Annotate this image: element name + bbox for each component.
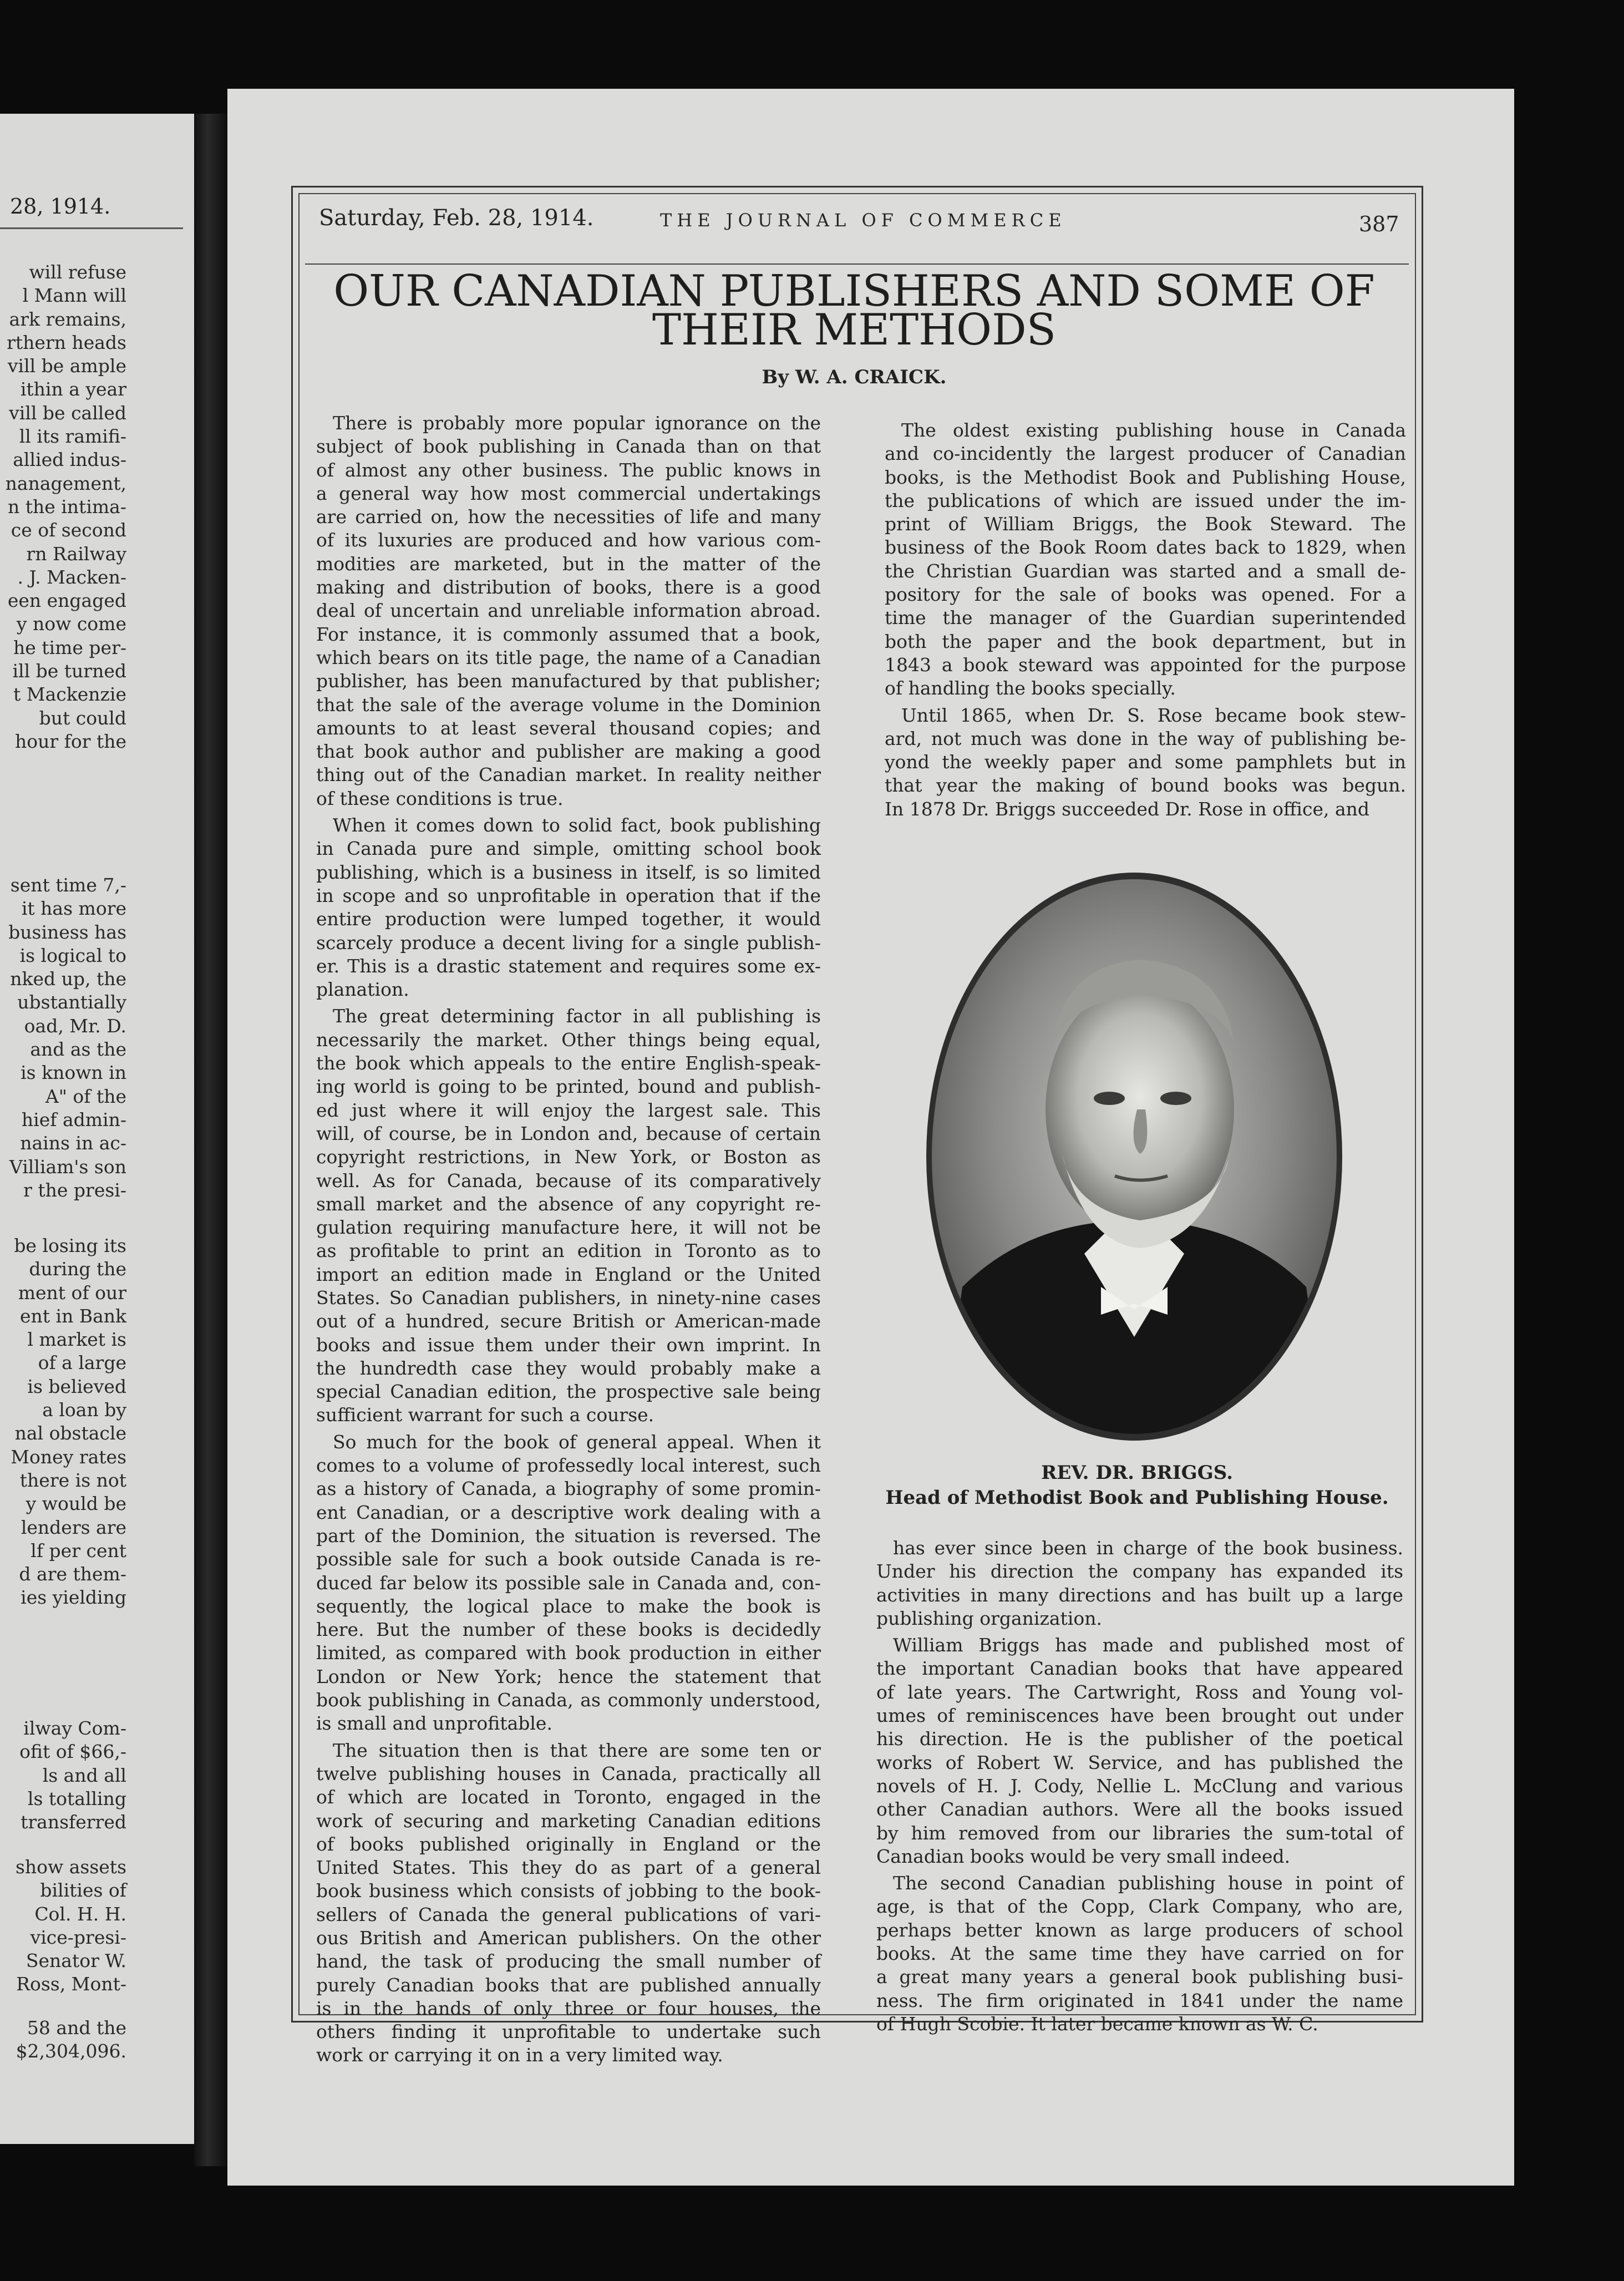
article-text-line: There is probably more popular ignorance on the bbox=[333, 412, 821, 434]
left-page-text-line: . J. Macken- bbox=[17, 566, 126, 588]
article-text-line: twelve publishing houses in Canada, practically all bbox=[316, 1762, 821, 1785]
article-text-line: er. This is a drastic statement and requires some ex- bbox=[316, 955, 821, 977]
article-text-line: In 1878 Dr. Briggs succeeded Dr. Rose in office, and bbox=[885, 798, 1370, 820]
left-page-text-line: nains in ac- bbox=[20, 1132, 126, 1154]
article-text-line: comes to a volume of professedly local interest, such bbox=[316, 1454, 821, 1477]
scan-margin bbox=[1520, 0, 1624, 2281]
article-text-line: in scope and so unprofitable in operation that if the bbox=[316, 884, 821, 906]
left-page-text-line: oad, Mr. D. bbox=[24, 1015, 126, 1037]
article-text-line: purely Canadian books that are published annually bbox=[316, 1974, 821, 1996]
article-text-line: of Hugh Scobie. It later became known as W. C. bbox=[876, 2013, 1318, 2035]
article-text-line: ous British and American publishers. On the other bbox=[316, 1927, 821, 1949]
book-gutter bbox=[194, 114, 227, 2166]
article-text-line: books, is the Methodist Book and Publishing House, bbox=[885, 466, 1406, 488]
article-text-line: sellers of Canada the general publications of vari- bbox=[316, 1903, 821, 1925]
article-text-line: deal of uncertain and unreliable information abroad. bbox=[316, 600, 821, 622]
article-text-line: copyright restrictions, in New York, or Boston as bbox=[316, 1146, 821, 1168]
article-text-line: necessarily the market. Other things being equal, bbox=[316, 1028, 821, 1051]
left-page-date: 28, 1914. bbox=[10, 194, 111, 219]
left-page-text-line: will refuse bbox=[29, 261, 126, 283]
left-page-text-line: vice-presi- bbox=[30, 1926, 126, 1948]
left-page-text-line: Villiam's son bbox=[9, 1155, 126, 1178]
article-text-line: that the sale of the average volume in the Dominion bbox=[316, 693, 821, 716]
article-text-line: import an edition made in England or the United bbox=[316, 1263, 821, 1285]
left-page-text-line: A" of the bbox=[45, 1085, 126, 1107]
article-text-line: will, of course, be in London and, because of certain bbox=[316, 1122, 821, 1144]
left-page-text-line: vill be called bbox=[9, 402, 126, 424]
article-text-line: both the paper and the book department, but in bbox=[885, 630, 1406, 652]
article-text-line: other Canadian authors. Were all the books issued bbox=[876, 1798, 1403, 1821]
article-text-line: The great determining factor in all publishing is bbox=[333, 1005, 821, 1027]
article-text-line: umes of reminiscences have been brought out under bbox=[876, 1705, 1403, 1727]
article-text-line: gulation requiring manufacture here, it will not be bbox=[316, 1216, 821, 1239]
article-text-line: ing world is going to be printed, bound and publish- bbox=[316, 1076, 821, 1098]
article-text-line: The oldest existing publishing house in Canada bbox=[901, 419, 1406, 441]
article-text-line: 1843 a book steward was appointed for the purpose bbox=[885, 653, 1406, 676]
journal-name: THE JOURNAL OF COMMERCE bbox=[660, 210, 1067, 231]
article-text-line: limited, as compared with book production in either bbox=[316, 1642, 821, 1664]
left-page-text-line: lenders are bbox=[21, 1516, 126, 1538]
article-text-line: publishing, which is a business in itself, is so limited bbox=[316, 861, 821, 883]
article-text-line: publisher, has been manufactured by that publisher; bbox=[316, 670, 821, 692]
issue-date: Saturday, Feb. 28, 1914. bbox=[319, 205, 594, 231]
headline-line-1: OUR CANADIAN PUBLISHERS AND SOME OF bbox=[333, 266, 1375, 316]
article-text-line: pository for the sale of books was opened. For a bbox=[885, 584, 1406, 606]
left-page-text-line: Col. H. H. bbox=[34, 1903, 126, 1925]
article-text-line: small market and the absence of any copyright re- bbox=[316, 1193, 821, 1215]
article-text-line: special Canadian edition, the prospective sale being bbox=[316, 1381, 821, 1403]
article-text-line: that year the making of bound books was begun. bbox=[885, 774, 1406, 797]
article-left-column bbox=[316, 412, 821, 2067]
article-text-line: entire production were lumped together, it would bbox=[316, 908, 821, 930]
article-text-line: sequently, the logical place to make the book is bbox=[316, 1595, 821, 1617]
article-paragraph bbox=[885, 704, 1406, 821]
left-page-text-line: show assets bbox=[15, 1856, 126, 1878]
left-page-text-line: rn Railway bbox=[26, 543, 126, 565]
article-text-line: the hundredth case they would probably make a bbox=[316, 1357, 821, 1379]
article-text-line: a general way how most commercial undertakings bbox=[316, 482, 821, 504]
left-page-text-line: of a large bbox=[38, 1352, 126, 1374]
article-text-line: as profitable to print an edition in Toronto as to bbox=[316, 1240, 821, 1262]
article-byline: By W. A. CRAICK. bbox=[762, 366, 947, 388]
article-text-line: of these conditions is true. bbox=[316, 787, 564, 809]
left-page-text-line: and as the bbox=[30, 1038, 126, 1061]
left-page-text-line: nal obstacle bbox=[14, 1422, 126, 1444]
left-page-text-line: vill be ample bbox=[7, 355, 126, 377]
article-text-line: time the manager of the Guardian superintended bbox=[885, 607, 1406, 629]
article-paragraph bbox=[316, 814, 821, 1001]
article-text-line: the book which appeals to the entire English-speak- bbox=[316, 1052, 821, 1074]
article-text-line: of handling the books specially. bbox=[885, 677, 1176, 699]
article-text-line: yond the weekly paper and some pamphlets but in bbox=[885, 751, 1406, 773]
article-text-line: of which are located in Toronto, engaged in the bbox=[316, 1786, 821, 1808]
article-text-line: planation. bbox=[316, 979, 409, 1001]
right-page bbox=[227, 89, 1514, 2186]
article-text-line: scarcely produce a decent living for a single publish- bbox=[316, 931, 821, 954]
left-page-text-line: nked up, the bbox=[10, 968, 126, 990]
article-text-line: publishing organization. bbox=[876, 1607, 1102, 1629]
left-page-text-line: $2,304,096. bbox=[16, 2040, 126, 2062]
left-page-column-block bbox=[16, 2016, 126, 2064]
left-page-text-line: t Mackenzie bbox=[13, 683, 126, 706]
header-rule bbox=[305, 263, 1409, 265]
left-page-text-line: a loan by bbox=[42, 1399, 126, 1421]
article-text-line: Under his direction the company has expanded its bbox=[876, 1560, 1403, 1583]
headline-line-2: THEIR METHODS bbox=[652, 305, 1057, 355]
left-page-text-line: is logical to bbox=[19, 944, 126, 966]
article-text-line: his direction. He is the publisher of the poetical bbox=[876, 1728, 1403, 1750]
left-page-text-line: allied indus- bbox=[13, 449, 126, 471]
article-text-line: United States. This they do as part of a general bbox=[316, 1857, 821, 1879]
left-page-text-line: ark remains, bbox=[9, 308, 126, 330]
article-text-line: modities are marketed, but in the matter of the bbox=[316, 552, 821, 575]
left-page-text-line: business has bbox=[8, 921, 126, 943]
left-page-text-line: n the intima- bbox=[7, 495, 126, 518]
left-page-column-block bbox=[11, 1234, 126, 1610]
left-page-text-line: Senator W. bbox=[26, 1950, 126, 1972]
left-page-text-line: ithin a year bbox=[20, 378, 126, 401]
article-text-line: books. At the same time they have carried on for bbox=[876, 1943, 1403, 1965]
article-text-line: the publications of which are issued under the im- bbox=[885, 489, 1406, 511]
article-text-line: William Briggs has made and published most of bbox=[893, 1634, 1403, 1656]
article-text-line: perhaps better known as large producers of school bbox=[876, 1919, 1403, 1941]
left-page-text-line: transferred bbox=[21, 1811, 126, 1833]
article-text-line: are carried on, how the necessities of life and many bbox=[316, 506, 821, 528]
left-page-text-line: is known in bbox=[21, 1062, 126, 1084]
article-text-line: For instance, it is commonly assumed that a book, bbox=[316, 623, 821, 645]
article-paragraph bbox=[876, 1634, 1403, 1868]
article-text-line: Until 1865, when Dr. S. Rose became book stew- bbox=[901, 704, 1406, 726]
left-page-text-line: ce of second bbox=[11, 519, 126, 541]
left-page-text-line: Ross, Mont- bbox=[16, 1973, 126, 1995]
article-text-line: that book author and publisher are making a good bbox=[316, 741, 821, 763]
left-page-text-line: ment of our bbox=[18, 1281, 126, 1304]
portrait-caption-name: REV. DR. BRIGGS. bbox=[1041, 1462, 1233, 1484]
article-text-line: a great many years a general book publishing busi- bbox=[876, 1966, 1403, 1988]
left-page-text-line: d are them- bbox=[19, 1563, 126, 1585]
left-page-text-line: hief admin- bbox=[21, 1108, 126, 1131]
article-paragraph bbox=[316, 412, 821, 810]
article-paragraph bbox=[316, 1005, 821, 1427]
left-page-text-line: ilway Com- bbox=[23, 1717, 126, 1739]
article-text-line: is in the hands of only three or four houses, the bbox=[316, 1997, 821, 2019]
left-page-text-line: sent time 7,- bbox=[10, 874, 126, 896]
article-text-line: ard, not much was done in the way of publishing be- bbox=[885, 727, 1406, 749]
article-text-line: of almost any other business. The public knows in bbox=[316, 459, 821, 481]
article-paragraph bbox=[316, 1739, 821, 2067]
article-text-line: Canadian books would be very small indeed. bbox=[876, 1845, 1291, 1867]
left-page-text-line: nanagement, bbox=[5, 472, 126, 494]
left-page-fragment bbox=[0, 114, 194, 2144]
article-text-line: the important Canadian books that have appeared bbox=[876, 1657, 1403, 1680]
portrait-caption-subtitle: Head of Methodist Book and Publishing House. bbox=[885, 1487, 1389, 1509]
article-text-line: ness. The firm originated in 1841 under the name bbox=[876, 1989, 1403, 2011]
article-text-line: part of the Dominion, the situation is reversed. The bbox=[316, 1524, 821, 1547]
left-page-column-block bbox=[16, 1856, 126, 1996]
article-text-line: work of securing and marketing Canadian editions bbox=[316, 1809, 821, 1832]
article-text-line: business of the Book Room dates back to 1829, when bbox=[885, 536, 1406, 559]
article-text-line: ent Canadian, or a descriptive work dealing with a bbox=[316, 1501, 821, 1523]
article-text-line: as a history of Canada, a biography of some promin- bbox=[316, 1478, 821, 1500]
article-text-line: thing out of the Canadian market. In reality neither bbox=[316, 764, 821, 786]
left-page-text-line: is believed bbox=[27, 1375, 126, 1397]
article-text-line: amounts to at least several thousand copies; and bbox=[316, 717, 821, 739]
article-text-line: book publishing in Canada, as commonly understood, bbox=[316, 1689, 821, 1711]
left-page-text-line: rthern heads bbox=[7, 331, 126, 353]
article-text-line: possible sale for such a book outside Canada is re- bbox=[316, 1548, 821, 1570]
article-text-line: hand, the task of producing the small number of bbox=[316, 1950, 821, 1973]
left-page-text-line: r the presi- bbox=[23, 1179, 126, 1201]
article-text-line: States. So Canadian publishers, in ninety-nine cases bbox=[316, 1286, 821, 1309]
article-text-line: So much for the book of general appeal. When it bbox=[333, 1431, 821, 1453]
article-text-line: others finding it unprofitable to undertake such bbox=[316, 2021, 821, 2043]
article-text-line: in Canada pure and simple, omitting school book bbox=[316, 838, 821, 860]
article-text-line: book business which consists of jobbing to the book- bbox=[316, 1880, 821, 1902]
left-page-text-line: but could bbox=[39, 707, 126, 729]
article-text-line: age, is that of the Copp, Clark Company, who are, bbox=[876, 1895, 1403, 1918]
portrait-rev-dr-briggs bbox=[918, 865, 1351, 1448]
left-page-text-line: y would be bbox=[26, 1493, 126, 1515]
left-page-text-line: he time per- bbox=[13, 636, 126, 658]
left-page-column-block bbox=[6, 261, 126, 753]
article-text-line: by him removed from our libraries the sum-total of bbox=[876, 1822, 1403, 1844]
article-text-line: of its luxuries are produced and how various com- bbox=[316, 529, 821, 551]
page-number: 387 bbox=[1359, 212, 1399, 236]
left-page-text-line: it has more bbox=[21, 898, 126, 920]
left-page-text-line: there is not bbox=[19, 1469, 126, 1491]
portrait-image bbox=[918, 865, 1351, 1448]
left-page-text-line: ls totalling bbox=[27, 1787, 126, 1809]
article-text-line: has ever since been in charge of the book business. bbox=[893, 1537, 1403, 1559]
article-text-line: work or carrying it on in a very limited way. bbox=[316, 2044, 723, 2066]
left-page-text-line: ls and all bbox=[42, 1764, 126, 1786]
article-text-line: the Christian Guardian was started and a small de- bbox=[885, 560, 1406, 582]
article-paragraph bbox=[876, 1537, 1403, 1630]
article-text-line: The second Canadian publishing house in point of bbox=[893, 1872, 1403, 1894]
article-right-column-top bbox=[885, 419, 1406, 821]
left-page-column-block bbox=[8, 874, 126, 1202]
article-text-line: subject of book publishing in Canada than on that bbox=[316, 435, 821, 458]
left-page-text-line: lf per cent bbox=[31, 1539, 126, 1562]
article-text-line: duced far below its possible sale in Canada and, con- bbox=[316, 1572, 821, 1594]
article-text-line: of books published originally in England or the bbox=[316, 1833, 821, 1855]
article-text-line: activities in many directions and has built up a large bbox=[876, 1584, 1403, 1606]
article-text-line: sufficient warrant for such a course. bbox=[316, 1404, 654, 1426]
article-paragraph bbox=[885, 419, 1406, 701]
article-text-line: books and issue them under their own imprint. In bbox=[316, 1334, 821, 1356]
article-paragraph bbox=[316, 1431, 821, 1736]
article-text-line: which bears on its title page, the name of a Canadian bbox=[316, 646, 821, 668]
left-page-text-line: hour for the bbox=[14, 730, 126, 752]
article-text-line: out of a hundred, secure British or American-made bbox=[316, 1310, 821, 1332]
left-page-text-line: y now come bbox=[16, 613, 126, 635]
article-text-line: ed just where it will enjoy the largest sale. This bbox=[316, 1099, 821, 1121]
article-text-line: London or New York; hence the statement that bbox=[316, 1665, 821, 1687]
article-text-line: of late years. The Cartwright, Ross and Young vol- bbox=[876, 1681, 1403, 1703]
article-text-line: and co-incidently the largest producer of Canadian bbox=[885, 443, 1406, 465]
article-text-line: works of Robert W. Service, and has published the bbox=[876, 1751, 1403, 1773]
left-page-text-line: ubstantially bbox=[17, 991, 126, 1013]
left-page-text-line: ent in Bank bbox=[19, 1305, 126, 1327]
article-text-line: here. But the number of these books is decidedly bbox=[316, 1619, 821, 1641]
left-page-text-line: ies yielding bbox=[21, 1586, 126, 1609]
article-text-line: is small and unprofitable. bbox=[316, 1712, 552, 1735]
left-page-text-line: Money rates bbox=[11, 1446, 126, 1468]
left-page-text-line: bilities of bbox=[40, 1879, 126, 1902]
left-page-text-line: l market is bbox=[27, 1329, 126, 1351]
left-page-column-block bbox=[19, 1717, 126, 1834]
article-headline bbox=[333, 266, 1376, 355]
article-text-line: well. As for Canada, because of its comparatively bbox=[316, 1169, 821, 1192]
left-page-text-line: ill be turned bbox=[12, 660, 126, 682]
left-page-text-line: ofit of $66,- bbox=[19, 1741, 126, 1763]
left-page-text-line: l Mann will bbox=[22, 285, 126, 307]
article-text-line: novels of H. J. Cody, Nellie L. McClung and various bbox=[876, 1775, 1403, 1797]
left-page-text-line: be losing its bbox=[14, 1235, 126, 1256]
left-page-text-line: during the bbox=[29, 1258, 126, 1280]
left-page-header-rule bbox=[0, 227, 183, 229]
article-text-line: The situation then is that there are some ten or bbox=[333, 1739, 821, 1761]
article-paragraph bbox=[876, 1872, 1403, 2036]
article-text-line: print of William Briggs, the Book Steward. The bbox=[885, 513, 1406, 535]
article-text-line: When it comes down to solid fact, book publishing bbox=[333, 814, 821, 837]
left-page-text-line: ll its ramifi- bbox=[19, 425, 126, 448]
article-right-column-bottom bbox=[876, 1537, 1403, 2036]
article-text-line: making and distribution of books, there is a good bbox=[316, 576, 821, 599]
left-page-text-line: een engaged bbox=[7, 590, 126, 612]
left-page-text-line: 58 and the bbox=[27, 2017, 126, 2039]
